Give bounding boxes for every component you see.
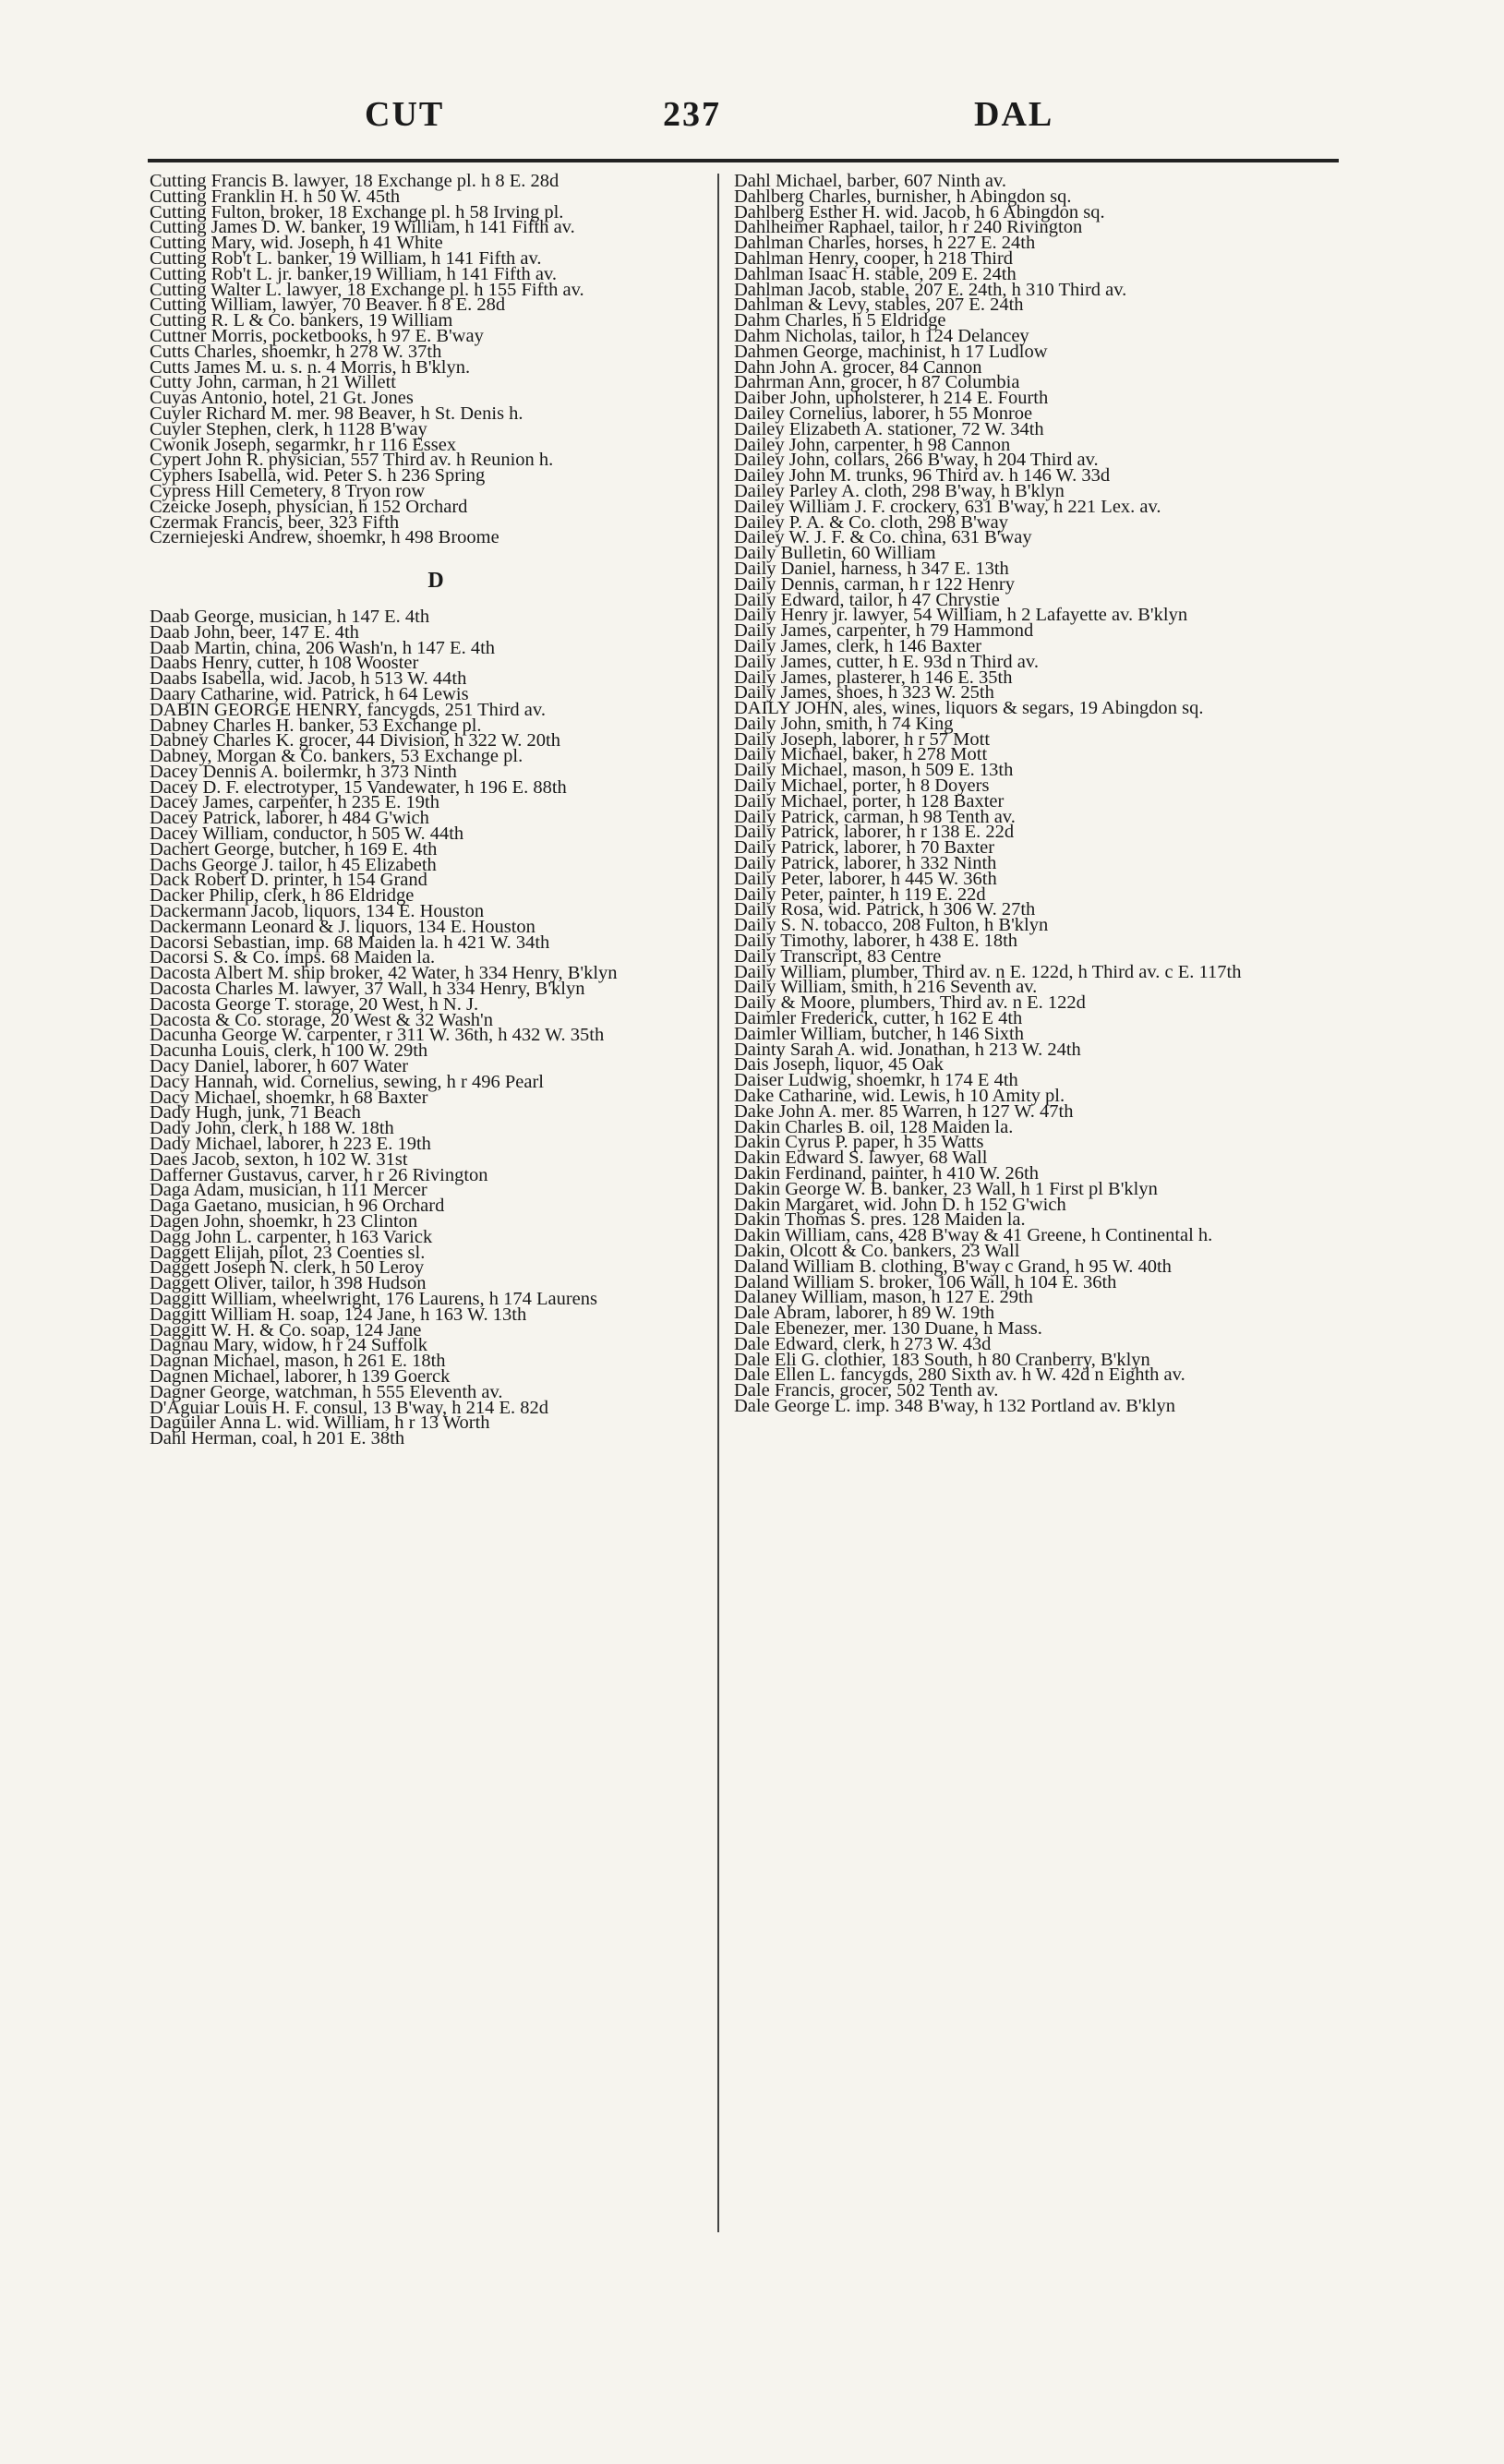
directory-entry: Dailey W. J. F. & Co. china, 631 B'way <box>734 527 1032 548</box>
directory-entry: Czermak Francis, beer, 323 Fifth <box>150 511 400 533</box>
directory-entry: Cutting Fulton, broker, 18 Exchange pl. h 58 Irving pl. <box>150 201 564 222</box>
directory-entry: Dahrman Ann, grocer, h 87 Columbia <box>734 372 1020 393</box>
directory-entry: Daabs Henry, cutter, h 108 Wooster <box>150 653 419 674</box>
directory-entry: Dakin, Olcott & Co. bankers, 23 Wall <box>734 1240 1020 1261</box>
directory-entry: Daily James, shoes, h 323 W. 25th <box>734 682 994 703</box>
directory-entry: Dailey Elizabeth A. stationer, 72 W. 34th <box>734 418 1044 439</box>
directory-entry: DABIN GEORGE HENRY, fancygds, 251 Third av. <box>150 699 546 720</box>
directory-entry: Daland William S. broker, 106 Wall, h 104 E. 36th <box>734 1271 1117 1292</box>
directory-entry: Dachert George, butcher, h 169 E. 4th <box>150 838 438 859</box>
directory-entry: Daabs Isabella, wid. Jacob, h 513 W. 44th <box>150 668 467 690</box>
directory-entry: Cypress Hill Cemetery, 8 Tryon row <box>150 480 426 501</box>
directory-entry: Daiber John, upholsterer, h 214 E. Fourth <box>734 388 1049 409</box>
header-rule <box>148 159 1339 162</box>
directory-entry: Dagen John, shoemkr, h 23 Clinton <box>150 1211 418 1232</box>
directory-entry: Daland William B. clothing, B'way c Grand, h 95 W. 40th <box>734 1256 1172 1277</box>
directory-entry: Cwonik Joseph, segarmkr, h r 116 Essex <box>150 434 457 455</box>
directory-entry: Dahlman Henry, cooper, h 218 Third <box>734 247 1014 269</box>
directory-entry: Dailey Cornelius, laborer, h 55 Monroe <box>734 403 1033 424</box>
directory-entry: Dale Edward, clerk, h 273 W. 43d <box>734 1333 992 1354</box>
directory-entry: Daily Patrick, laborer, h r 138 E. 22d <box>734 822 1015 843</box>
directory-entry: DAILY JOHN, ales, wines, liquors & segars, 19 Abingdon sq. <box>734 698 1204 719</box>
directory-entry: Daiser Ludwig, shoemkr, h 174 E 4th <box>734 1070 1018 1091</box>
left-column <box>150 171 722 1449</box>
header-right-guide-word: DAL <box>974 95 1054 134</box>
directory-entry: Dacunha George W. carpenter, r 311 W. 36th, h 432 W. 35th <box>150 1025 605 1046</box>
directory-entry: Daily Joseph, laborer, h r 57 Mott <box>734 728 991 750</box>
directory-entry: Daily Timothy, laborer, h 438 E. 18th <box>734 931 1018 952</box>
directory-entry: Cutting Mary, wid. Joseph, h 41 White <box>150 233 443 254</box>
directory-entry: Dafferner Gustavus, carver, h r 26 Rivington <box>150 1164 488 1185</box>
directory-entry: Daga Adam, musician, h 111 Mercer <box>150 1180 427 1201</box>
directory-entry: Dale Ellen L. fancygds, 280 Sixth av. h W. 42d n Eighth av. <box>734 1364 1185 1386</box>
directory-entry: Dacker Philip, clerk, h 86 Eldridge <box>150 885 415 907</box>
directory-entry: Dakin Charles B. oil, 128 Maiden la. <box>734 1116 1014 1137</box>
directory-entry: Daab John, beer, 147 E. 4th <box>150 621 359 643</box>
directory-entry: Daily William, smith, h 216 Seventh av. <box>734 977 1038 998</box>
directory-entry: Dakin George W. B. banker, 23 Wall, h 1 First pl B'klyn <box>734 1178 1158 1199</box>
directory-entry: Daary Catharine, wid. Patrick, h 64 Lewis <box>150 683 469 704</box>
directory-entry: Dakin Edward S. lawyer, 68 Wall <box>734 1148 988 1169</box>
directory-entry: Dakin William, cans, 428 B'way & 41 Greene, h Continental h. <box>734 1225 1213 1246</box>
directory-entry: Cutting Rob't L. jr. banker,19 William, h 141 Fifth av. <box>150 263 558 284</box>
directory-entry: Daes Jacob, sexton, h 102 W. 31st <box>150 1148 408 1170</box>
directory-entry: Cuttner Morris, pocketbooks, h 97 E. B'way <box>150 325 484 346</box>
directory-entry: Dahn John A. grocer, 84 Cannon <box>734 356 982 378</box>
directory-entry: D'Aguiar Louis H. F. consul, 13 B'way, h 214 E. 82d <box>150 1397 549 1418</box>
directory-entry: Daggett Joseph N. clerk, h 50 Leroy <box>150 1257 425 1279</box>
directory-entry: Daily Bulletin, 60 William <box>734 543 936 564</box>
directory-entry: Dakin Ferdinand, painter, h 410 W. 26th <box>734 1163 1039 1184</box>
directory-entry: Dahl Michael, barber, 607 Ninth av. <box>734 171 1007 191</box>
page-number: 237 <box>663 95 721 134</box>
directory-entry: Dahlberg Charles, burnisher, h Abingdon sq. <box>734 186 1072 207</box>
directory-entry: Czerniejeski Andrew, shoemkr, h 498 Broome <box>150 527 499 548</box>
directory-entry: Cypert John R. physician, 557 Third av. h Reunion h. <box>150 450 554 471</box>
directory-entry: Dacorsi S. & Co. imps. 68 Maiden la. <box>150 947 436 968</box>
directory-entry: Dagner George, watchman, h 555 Eleventh av. <box>150 1381 503 1402</box>
directory-entry: Daggitt W. H. & Co. soap, 124 Jane <box>150 1319 422 1340</box>
directory-entry: Dale George L. imp. 348 B'way, h 132 Portland av. B'klyn <box>734 1395 1176 1416</box>
section-letter: D <box>427 569 444 594</box>
directory-entry: Daab Martin, china, 206 Wash'n, h 147 E. 4th <box>150 637 496 658</box>
directory-entry: Dacey Patrick, laborer, h 484 G'wich <box>150 808 429 829</box>
directory-entry: Daimler William, butcher, h 146 Sixth <box>734 1023 1024 1044</box>
directory-entry: Dake Catharine, wid. Lewis, h 10 Amity pl. <box>734 1086 1065 1107</box>
directory-entry: Dailey Parley A. cloth, 298 B'way, h B'klyn <box>734 480 1065 501</box>
directory-entry: Cutts Charles, shoemkr, h 278 W. 37th <box>150 341 442 362</box>
directory-entry: Dahlheimer Raphael, tailor, h r 240 Rivington <box>734 217 1083 238</box>
directory-entry: Daily Edward, tailor, h 47 Chrystie <box>734 589 1000 610</box>
directory-entry: Daab George, musician, h 147 E. 4th <box>150 606 430 627</box>
directory-entry: Dady Michael, laborer, h 223 E. 19th <box>150 1134 431 1155</box>
directory-entry: Dale Abram, laborer, h 89 W. 19th <box>734 1303 995 1324</box>
directory-entry: Daily Patrick, carman, h 98 Tenth av. <box>734 806 1016 827</box>
directory-entry: Dailey John, carpenter, h 98 Cannon <box>734 434 1011 455</box>
directory-entry: Dacey Dennis A. boilermkr, h 373 Ninth <box>150 761 457 782</box>
directory-entry: Dacy Daniel, laborer, h 607 Water <box>150 1056 409 1077</box>
directory-entry: Daily Rosa, wid. Patrick, h 306 W. 27th <box>734 899 1036 920</box>
directory-entry: Dachs George J. tailor, h 45 Elizabeth <box>150 854 437 875</box>
directory-entry: Daily Michael, baker, h 278 Mott <box>734 744 988 765</box>
directory-entry: Daily Dennis, carman, h r 122 Henry <box>734 573 1015 595</box>
directory-entry: Daily & Moore, plumbers, Third av. n E. 122d <box>734 992 1086 1014</box>
directory-entry: Dacy Michael, shoemkr, h 68 Baxter <box>150 1087 428 1108</box>
directory-entry: Cutting William, lawyer, 70 Beaver. h 8 E. 28d <box>150 294 506 316</box>
directory-entry: Czeicke Joseph, physician, h 152 Orchard <box>150 496 468 517</box>
directory-entry: Dakin Cyrus P. paper, h 35 Watts <box>734 1132 984 1153</box>
directory-entry: Dahlberg Esther H. wid. Jacob, h 6 Abingdon sq. <box>734 201 1105 222</box>
directory-entry: Dakin Margaret, wid. John D. h 152 G'wich <box>734 1194 1066 1215</box>
page-header <box>148 94 1339 150</box>
directory-entry: Dagnau Mary, widow, h r 24 Suffolk <box>150 1335 428 1356</box>
directory-entry: Dale Francis, grocer, 502 Tenth av. <box>734 1380 999 1401</box>
directory-entry: Daily Michael, porter, h 128 Baxter <box>734 790 1005 811</box>
directory-entry: Dabney Charles H. banker, 53 Exchange pl. <box>150 715 482 736</box>
directory-entry: Cuyler Stephen, clerk, h 1128 B'way <box>150 418 427 439</box>
right-column <box>734 171 1306 1416</box>
directory-entry: Dagnan Michael, mason, h 261 E. 18th <box>150 1351 446 1372</box>
directory-entry: Dacosta & Co. storage, 20 West & 32 Wash'n <box>150 1009 494 1030</box>
directory-entry: Daily Patrick, laborer, h 332 Ninth <box>734 853 997 874</box>
left-column-entries-a <box>150 171 722 548</box>
directory-entry: Daily Michael, mason, h 509 E. 13th <box>734 760 1014 781</box>
directory-entry: Dacunha Louis, clerk, h 100 W. 29th <box>150 1040 428 1062</box>
directory-entry: Daggett Elijah, pilot, 23 Coenties sl. <box>150 1242 426 1263</box>
directory-entry: Dady John, clerk, h 188 W. 18th <box>150 1118 394 1139</box>
directory-entry: Dahm Charles, h 5 Eldridge <box>734 310 946 331</box>
directory-entry: Dacey D. F. electrotyper, 15 Vandewater, h 196 E. 88th <box>150 776 567 798</box>
directory-entry: Dacey William, conductor, h 505 W. 44th <box>150 823 464 845</box>
directory-entry: Cutting R. L & Co. bankers, 19 William <box>150 310 453 331</box>
directory-entry: Daily James, cutter, h E. 93d n Third av. <box>734 651 1039 672</box>
left-column-entries-b <box>150 606 722 1449</box>
directory-entry: Dagg John L. carpenter, h 163 Varick <box>150 1226 433 1247</box>
directory-entry: Daily S. N. tobacco, 208 Fulton, h B'klyn <box>734 915 1049 936</box>
column-divider <box>717 174 719 2232</box>
directory-entry: Dackermann Jacob, liquors, 134 E. Houston <box>150 901 485 922</box>
directory-entry: Dais Joseph, liquor, 45 Oak <box>734 1054 944 1076</box>
directory-entry: Daily Daniel, harness, h 347 E. 13th <box>734 558 1009 579</box>
directory-entry: Daily Transcript, 83 Centre <box>734 945 942 967</box>
right-column-entries <box>734 171 1306 1416</box>
directory-entry: Daggitt William, wheelwright, 176 Laurens, h 174 Laurens <box>150 1288 597 1309</box>
directory-entry: Dalaney William, mason, h 127 E. 29th <box>734 1287 1033 1308</box>
directory-entry: Cutts James M. u. s. n. 4 Morris, h B'klyn. <box>150 356 471 378</box>
directory-entry: Dacosta George T. storage, 20 West, h N. J. <box>150 993 479 1015</box>
directory-entry: Dahlman Charles, horses, h 227 E. 24th <box>734 233 1036 254</box>
header-left-guide-word: CUT <box>365 95 445 134</box>
directory-entry: Dahlman Jacob, stable, 207 E. 24th, h 310 Third av. <box>734 279 1127 300</box>
directory-entry: Dahlman & Levy, stables, 207 E. 24th <box>734 294 1024 316</box>
directory-entry: Daguiler Anna L. wid. William, h r 13 Worth <box>150 1412 490 1434</box>
directory-entry: Dagnen Michael, laborer, h 139 Goerck <box>150 1365 451 1387</box>
directory-entry: Cutty John, carman, h 21 Willett <box>150 372 396 393</box>
directory-entry: Cutting Francis B. lawyer, 18 Exchange pl. h 8 E. 28d <box>150 171 559 191</box>
directory-entry: Dahlman Isaac H. stable, 209 E. 24th <box>734 263 1017 284</box>
directory-entry: Dacosta Charles M. lawyer, 37 Wall, h 334 Henry, B'klyn <box>150 979 585 1000</box>
directory-entry: Dale Eli G. clothier, 183 South, h 80 Cranberry, B'klyn <box>734 1349 1150 1370</box>
directory-entry: Dackermann Leonard & J. liquors, 134 E. Houston <box>150 916 535 937</box>
directory-entry: Daily William, plumber, Third av. n E. 122d, h Third av. c E. 117th <box>734 961 1242 982</box>
directory-entry: Dabney, Morgan & Co. bankers, 53 Exchange pl. <box>150 746 523 767</box>
directory-entry: Cutting James D. W. banker, 19 William, h 141 Fifth av. <box>150 217 575 238</box>
directory-entry: Dainty Sarah A. wid. Jonathan, h 213 W. 24th <box>734 1039 1081 1060</box>
directory-entry: Cuyas Antonio, hotel, 21 Gt. Jones <box>150 388 414 409</box>
directory-entry: Dahm Nicholas, tailor, h 124 Delancey <box>734 325 1029 346</box>
directory-entry: Dale Ebenezer, mer. 130 Duane, h Mass. <box>734 1317 1042 1339</box>
directory-entry: Daily Michael, porter, h 8 Doyers <box>734 775 990 797</box>
directory-entry: Daggett Oliver, tailor, h 398 Hudson <box>150 1273 427 1294</box>
directory-entry: Dack Robert D. printer, h 154 Grand <box>150 870 427 891</box>
directory-entry: Daimler Frederick, cutter, h 162 E 4th <box>734 1008 1023 1029</box>
directory-entry: Dacosta Albert M. ship broker, 42 Water, h 334 Henry, B'klyn <box>150 963 618 984</box>
directory-entry: Daily James, plasterer, h 146 E. 35th <box>734 667 1013 688</box>
directory-entry: Dahl Herman, coal, h 201 E. 38th <box>150 1428 405 1449</box>
directory-entry: Dabney Charles K. grocer, 44 Division, h 322 W. 20th <box>150 730 560 751</box>
directory-entry: Cutting Franklin H. h 50 W. 45th <box>150 186 401 207</box>
directory-entry: Dacy Hannah, wid. Cornelius, sewing, h r 496 Pearl <box>150 1071 544 1092</box>
directory-entry: Dake John A. mer. 85 Warren, h 127 W. 47th <box>734 1100 1074 1122</box>
directory-entry: Dakin Thomas S. pres. 128 Maiden la. <box>734 1209 1026 1231</box>
directory-entry: Daily James, clerk, h 146 Baxter <box>734 635 982 656</box>
directory-entry: Cutting Walter L. lawyer, 18 Exchange pl. h 155 Fifth av. <box>150 279 584 300</box>
directory-entry: Daily Peter, laborer, h 445 W. 36th <box>734 868 997 889</box>
directory-entry: Dacey James, carpenter, h 235 E. 19th <box>150 792 439 813</box>
directory-entry: Daggitt William H. soap, 124 Jane, h 163 W. 13th <box>150 1304 527 1325</box>
directory-entry: Daily James, carpenter, h 79 Hammond <box>734 620 1034 642</box>
directory-entry: Daga Gaetano, musician, h 96 Orchard <box>150 1196 445 1217</box>
directory-entry: Cuyler Richard M. mer. 98 Beaver, h St. Denis h. <box>150 403 523 424</box>
directory-entry: Daily Patrick, laborer, h 70 Baxter <box>734 837 995 859</box>
directory-entry: Dahmen George, machinist, h 17 Ludlow <box>734 341 1048 362</box>
directory-entry: Daily Henry jr. lawyer, 54 William, h 2 Lafayette av. B'klyn <box>734 605 1188 626</box>
directory-entry: Daily Peter, painter, h 119 E. 22d <box>734 883 986 905</box>
directory-entry: Dailey P. A. & Co. cloth, 298 B'way <box>734 511 1008 533</box>
directory-entry: Dady Hugh, junk, 71 Beach <box>150 1102 361 1124</box>
directory-entry: Dailey John, collars, 266 B'way, h 204 Third av. <box>734 450 1099 471</box>
directory-entry: Dailey John M. trunks, 96 Third av. h 146 W. 33d <box>734 465 1111 487</box>
directory-entry: Cyphers Isabella, wid. Peter S. h 236 Spring <box>150 465 486 487</box>
directory-entry: Dacorsi Sebastian, imp. 68 Maiden la. h 421 W. 34th <box>150 932 550 953</box>
directory-entry: Daily John, smith, h 74 King <box>734 713 954 734</box>
directory-entry: Dailey William J. F. crockery, 631 B'way, h 221 Lex. av. <box>734 496 1161 517</box>
directory-entry: Cutting Rob't L. banker, 19 William, h 141 Fifth av. <box>150 247 542 269</box>
